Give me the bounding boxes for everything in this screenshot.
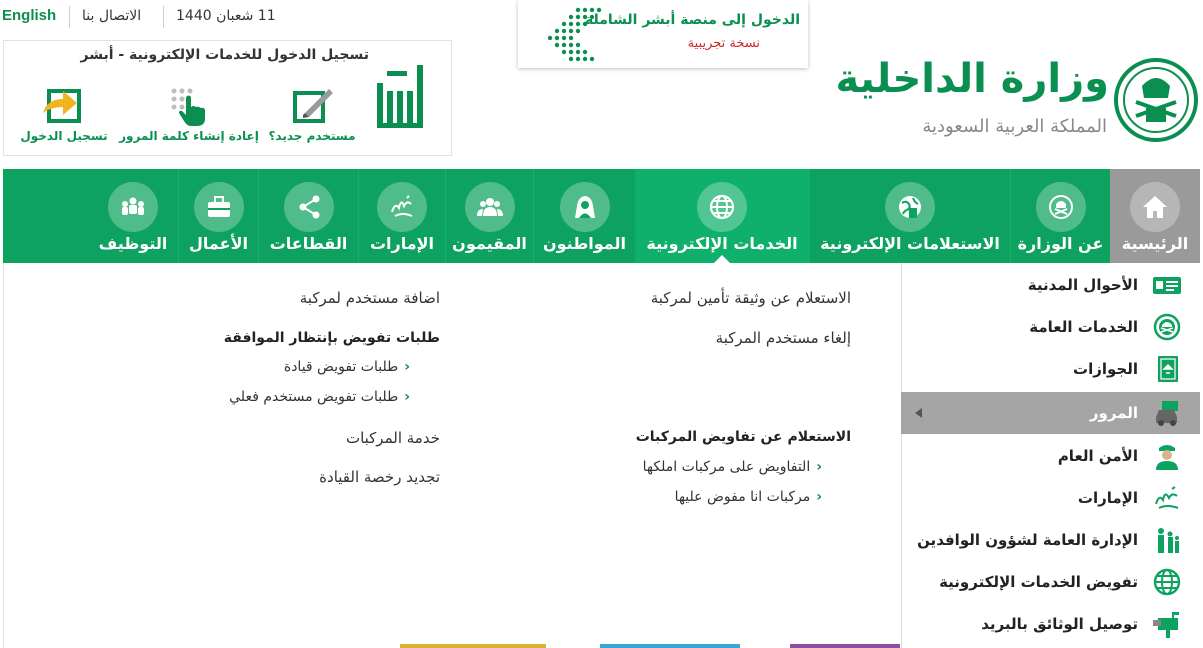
driving-delegation-requests-link[interactable] — [284, 359, 410, 375]
globe-icon — [1152, 568, 1182, 596]
ministry-emblem-icon[interactable] — [1112, 56, 1200, 144]
cancel-vehicle-user-link[interactable]: إلغاء مستخدم المركبة — [715, 329, 851, 347]
nav-electronic-inquiries[interactable] — [810, 169, 1010, 263]
banner-title: الدخول إلى منصة أبشر الشاملة — [585, 12, 800, 28]
ministry-name: وزارة الداخلية — [835, 56, 1109, 102]
divider — [1010, 169, 1011, 263]
renew-driving-license-link[interactable]: تجديد رخصة القيادة — [319, 468, 440, 486]
expand-arrow-icon — [915, 408, 922, 418]
family-icon — [1152, 526, 1182, 554]
reset-password-icon — [166, 85, 212, 127]
absher-logo-icon — [375, 61, 427, 135]
side-item-label: الجوازات — [1073, 360, 1138, 378]
side-item-label: المرور — [1089, 404, 1138, 422]
side-item-label: الأحوال المدنية — [1027, 276, 1138, 294]
globe-search-icon — [897, 194, 923, 220]
home-icon — [1142, 194, 1168, 220]
nav-emirates[interactable] — [359, 169, 445, 263]
vehicle-delegations-heading: الاستعلام عن تفاويض المركبات — [635, 429, 851, 445]
nav-employment[interactable] — [88, 169, 178, 263]
main-navigation — [3, 169, 1200, 263]
divider — [69, 6, 70, 28]
login-label: تسجيل الدخول — [20, 129, 108, 143]
residents-icon — [477, 194, 503, 220]
nav-label: الإمارات — [369, 234, 435, 253]
side-item-public-security[interactable] — [901, 437, 1200, 475]
absher-platform-banner[interactable] — [518, 0, 808, 68]
side-item-traffic[interactable] — [901, 392, 1200, 434]
briefcase-icon — [206, 194, 232, 220]
side-item-label: الأمن العام — [1057, 447, 1138, 465]
nav-citizens[interactable] — [534, 169, 635, 263]
contact-us-link[interactable]: الاتصال بنا — [82, 8, 142, 24]
side-item-civil-affairs[interactable] — [901, 266, 1200, 304]
emblem-icon — [1152, 313, 1182, 341]
nav-label: القطاعات — [269, 234, 348, 253]
side-item-document-delivery[interactable] — [901, 605, 1200, 643]
side-item-label: الإدارة العامة لشؤون الوافدين — [917, 531, 1138, 549]
nav-icon-circle — [560, 182, 610, 232]
divider — [445, 169, 446, 263]
nav-icon-circle — [377, 182, 427, 232]
reset-password-button[interactable] — [119, 85, 259, 143]
nav-label: المقيمون — [452, 234, 527, 253]
divider — [163, 6, 164, 28]
share-icon — [296, 194, 322, 220]
new-user-label: مستخدم جديد؟ — [268, 129, 356, 143]
side-item-public-services[interactable] — [901, 308, 1200, 346]
nav-icon-circle — [465, 182, 515, 232]
language-switch-link[interactable]: English — [2, 7, 57, 24]
new-user-button[interactable] — [263, 85, 361, 143]
police-icon — [1152, 442, 1182, 470]
vehicle-services-link[interactable]: خدمة المركبات — [345, 429, 440, 447]
side-item-label: توصيل الوثائق بالبريد — [981, 615, 1138, 633]
link-text: طلبات تفويض مستخدم فعلي — [229, 389, 399, 405]
chevron-left-icon: ‹ — [404, 359, 410, 375]
side-item-passports[interactable] — [901, 350, 1200, 388]
nav-home[interactable] — [1110, 169, 1200, 263]
nav-electronic-services[interactable] — [635, 169, 809, 263]
nav-about-ministry[interactable] — [1011, 169, 1110, 263]
ministry-country: المملكة العربية السعودية — [922, 116, 1107, 137]
nav-label: الأعمال — [189, 234, 248, 253]
side-item-eservices-delegation[interactable] — [901, 563, 1200, 601]
nav-label: التوظيف — [98, 234, 168, 253]
nav-label: عن الوزارة — [1017, 234, 1104, 253]
section-tile-edge — [600, 644, 740, 648]
side-item-label: تفويض الخدمات الإلكترونية — [939, 573, 1138, 591]
delegated-vehicles-link[interactable] — [675, 489, 822, 505]
link-text: طلبات تفويض قيادة — [283, 359, 399, 375]
section-tile-edge — [790, 644, 900, 648]
nav-icon-circle — [1130, 182, 1180, 232]
banner-subtitle: نسخة تجريبية — [687, 36, 760, 51]
citizen-icon — [572, 194, 598, 220]
side-item-emirates[interactable] — [901, 479, 1200, 517]
id-card-icon — [1152, 271, 1182, 299]
nav-residents[interactable] — [446, 169, 533, 263]
divider — [258, 169, 259, 263]
divider — [533, 169, 534, 263]
nav-label: الرئيسية — [1121, 234, 1189, 253]
services-mega-menu — [3, 263, 1200, 648]
calligraphy-icon — [389, 194, 415, 220]
actual-user-delegation-requests-link[interactable] — [229, 389, 410, 405]
divider — [809, 169, 810, 263]
nav-label: المواطنون — [542, 234, 627, 253]
side-menu — [901, 263, 1200, 648]
globe-icon — [709, 194, 735, 220]
team-icon — [120, 194, 146, 220]
nav-icon-circle — [885, 182, 935, 232]
link-text: التفاويض على مركبات املكها — [642, 459, 811, 475]
section-tile-edge — [400, 644, 546, 648]
add-vehicle-user-link[interactable]: اضافة مستخدم لمركبة — [299, 289, 440, 307]
nav-label: الخدمات الإلكترونية — [646, 234, 798, 253]
car-icon — [1152, 399, 1182, 427]
emblem-icon — [1048, 194, 1074, 220]
nav-icon-circle — [697, 182, 747, 232]
side-item-label: الإمارات — [1077, 489, 1138, 507]
nav-icon-circle — [108, 182, 158, 232]
absher-login-box — [3, 40, 452, 156]
login-button[interactable] — [18, 85, 110, 143]
reset-password-label: إعادة إنشاء كلمة المرور — [119, 129, 259, 143]
chevron-left-icon: ‹ — [404, 389, 410, 405]
mailbox-icon — [1152, 610, 1182, 638]
link-text: مركبات انا مفوض عليها — [674, 489, 811, 505]
absher-login-title: تسجيل الدخول للخدمات الإلكترونية - أبشر — [80, 47, 369, 63]
nav-icon-circle — [1036, 182, 1086, 232]
nav-label: الاستعلامات الإلكترونية — [820, 234, 1000, 253]
pending-delegations-heading: طلبات تفويض بإنتظار الموافقة — [223, 330, 440, 346]
hijri-date: 11 شعبان 1440 — [176, 8, 276, 24]
chevron-left-icon: ‹ — [816, 459, 822, 475]
chevron-left-icon: ‹ — [816, 489, 822, 505]
insurance-inquiry-link[interactable]: الاستعلام عن وثيقة تأمين لمركبة — [650, 289, 851, 307]
new-user-icon — [289, 85, 335, 127]
calligraphy-icon — [1152, 484, 1182, 512]
nav-icon-circle — [284, 182, 334, 232]
login-icon — [41, 85, 87, 127]
nav-business[interactable] — [179, 169, 258, 263]
divider — [178, 169, 179, 263]
passport-icon — [1152, 355, 1182, 383]
nav-sectors[interactable] — [259, 169, 358, 263]
side-item-label: الخدمات العامة — [1029, 318, 1138, 336]
side-item-expatriates-affairs[interactable] — [901, 521, 1200, 559]
nav-icon-circle — [194, 182, 244, 232]
owned-vehicles-delegations-link[interactable] — [643, 459, 822, 475]
divider — [358, 169, 359, 263]
